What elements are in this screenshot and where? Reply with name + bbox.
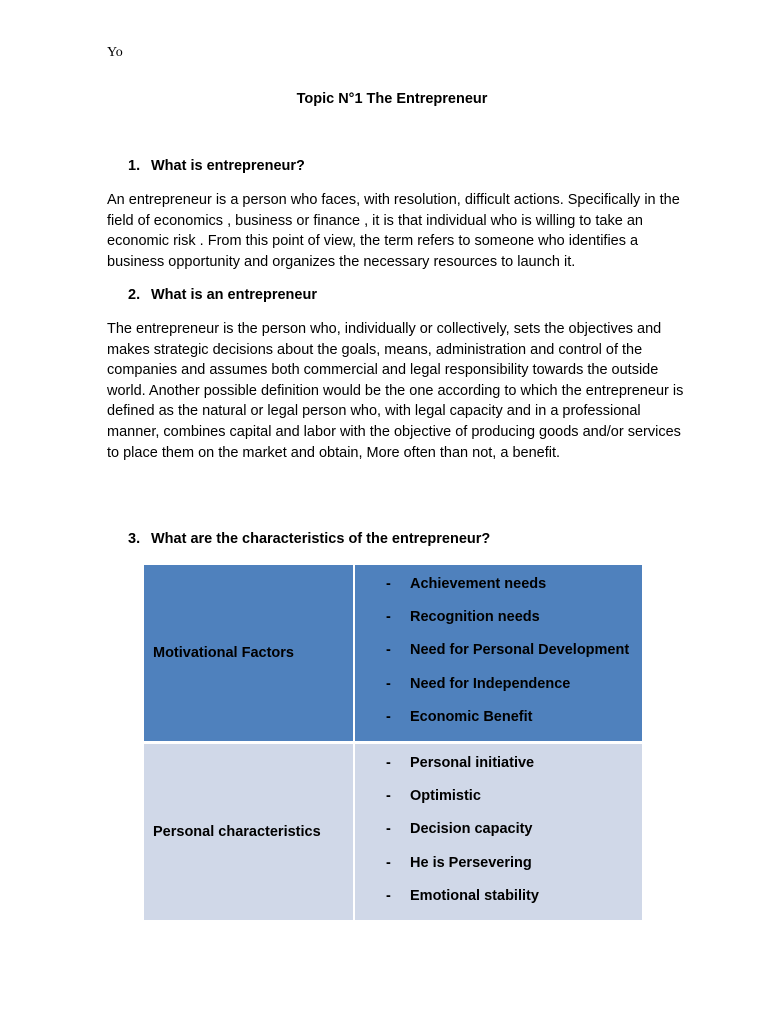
trait-list	[355, 570, 642, 737]
trait-text: Decision capacity	[410, 821, 533, 838]
trait-text: Recognition needs	[410, 608, 540, 625]
table-row	[144, 743, 642, 921]
trait-text: Need for Personal Development	[410, 642, 630, 659]
section-heading-text-1: What is entrepreneur?	[151, 158, 305, 174]
section-heading-text-3: What are the characteristics of the entrepreneur?	[151, 531, 491, 547]
section-heading-text-2: What is an entrepreneur	[151, 287, 317, 303]
trait-list	[355, 749, 642, 916]
document-title: Topic N°1 The Entrepreneur	[296, 91, 488, 107]
bullet-dash: -	[386, 575, 391, 592]
list-item	[386, 849, 642, 882]
table-row	[144, 565, 642, 743]
bullet-dash: -	[386, 642, 391, 659]
trait-text: Economic Benefit	[410, 709, 533, 726]
trait-text: Need for Independence	[410, 675, 571, 692]
section-heading-2	[128, 287, 317, 303]
list-item	[386, 882, 642, 915]
section-number-3: 3.	[128, 531, 141, 547]
bullet-dash: -	[386, 888, 391, 905]
list-item	[386, 670, 642, 703]
section-body-1: An entrepreneur is a person who faces, with resolution, difficult actions. Specifically in the field of economics , business or finance , it is that individual who is willing to take an economic risk . From this point of view, the term refers to someone who identifies a business opportunity and organizes the necessary resources to launch it.	[107, 192, 680, 270]
characteristics-table	[144, 565, 642, 920]
list-item	[386, 603, 642, 636]
bullet-dash: -	[386, 787, 391, 804]
row-label-motivational: Motivational Factors	[144, 565, 354, 743]
trait-text: Emotional stability	[410, 888, 539, 905]
bullet-dash: -	[386, 821, 391, 838]
list-item	[386, 570, 642, 603]
row-items-personal	[354, 743, 642, 921]
trait-text: Optimistic	[410, 787, 481, 804]
bullet-dash: -	[386, 709, 391, 726]
list-item	[386, 749, 642, 782]
list-item	[386, 703, 642, 736]
section-number-1: 1.	[128, 158, 141, 174]
bullet-dash: -	[386, 754, 391, 771]
bullet-dash: -	[386, 608, 391, 625]
trait-text: He is Persevering	[410, 854, 532, 871]
row-label-personal: Personal characteristics	[144, 743, 354, 921]
trait-text: Personal initiative	[410, 754, 535, 771]
section-heading-1	[128, 158, 305, 174]
bullet-dash: -	[386, 854, 391, 871]
list-item	[386, 636, 642, 669]
list-item	[386, 782, 642, 815]
section-number-2: 2.	[128, 287, 141, 303]
row-items-motivational	[354, 565, 642, 743]
trait-text: Achievement needs	[410, 575, 547, 592]
bullet-dash: -	[386, 675, 391, 692]
list-item	[386, 815, 642, 848]
section-heading-3	[128, 531, 490, 547]
header-mark: Yo	[107, 45, 123, 60]
section-body-2: The entrepreneur is the person who, individually or collectively, sets the objectives and makes strategic decisions about the goals, means, administration and control of the companies and assumes both commercial and legal responsibility towards the outside world. Another possible definition would be the one according to which the entrepreneur is defined as the natural or legal person who, with legal capacity and in a professional manner, combines capital and labor with the objective of producing goods and/or services to place them on the market and obtain, More often than not, a benefit.	[107, 321, 684, 461]
